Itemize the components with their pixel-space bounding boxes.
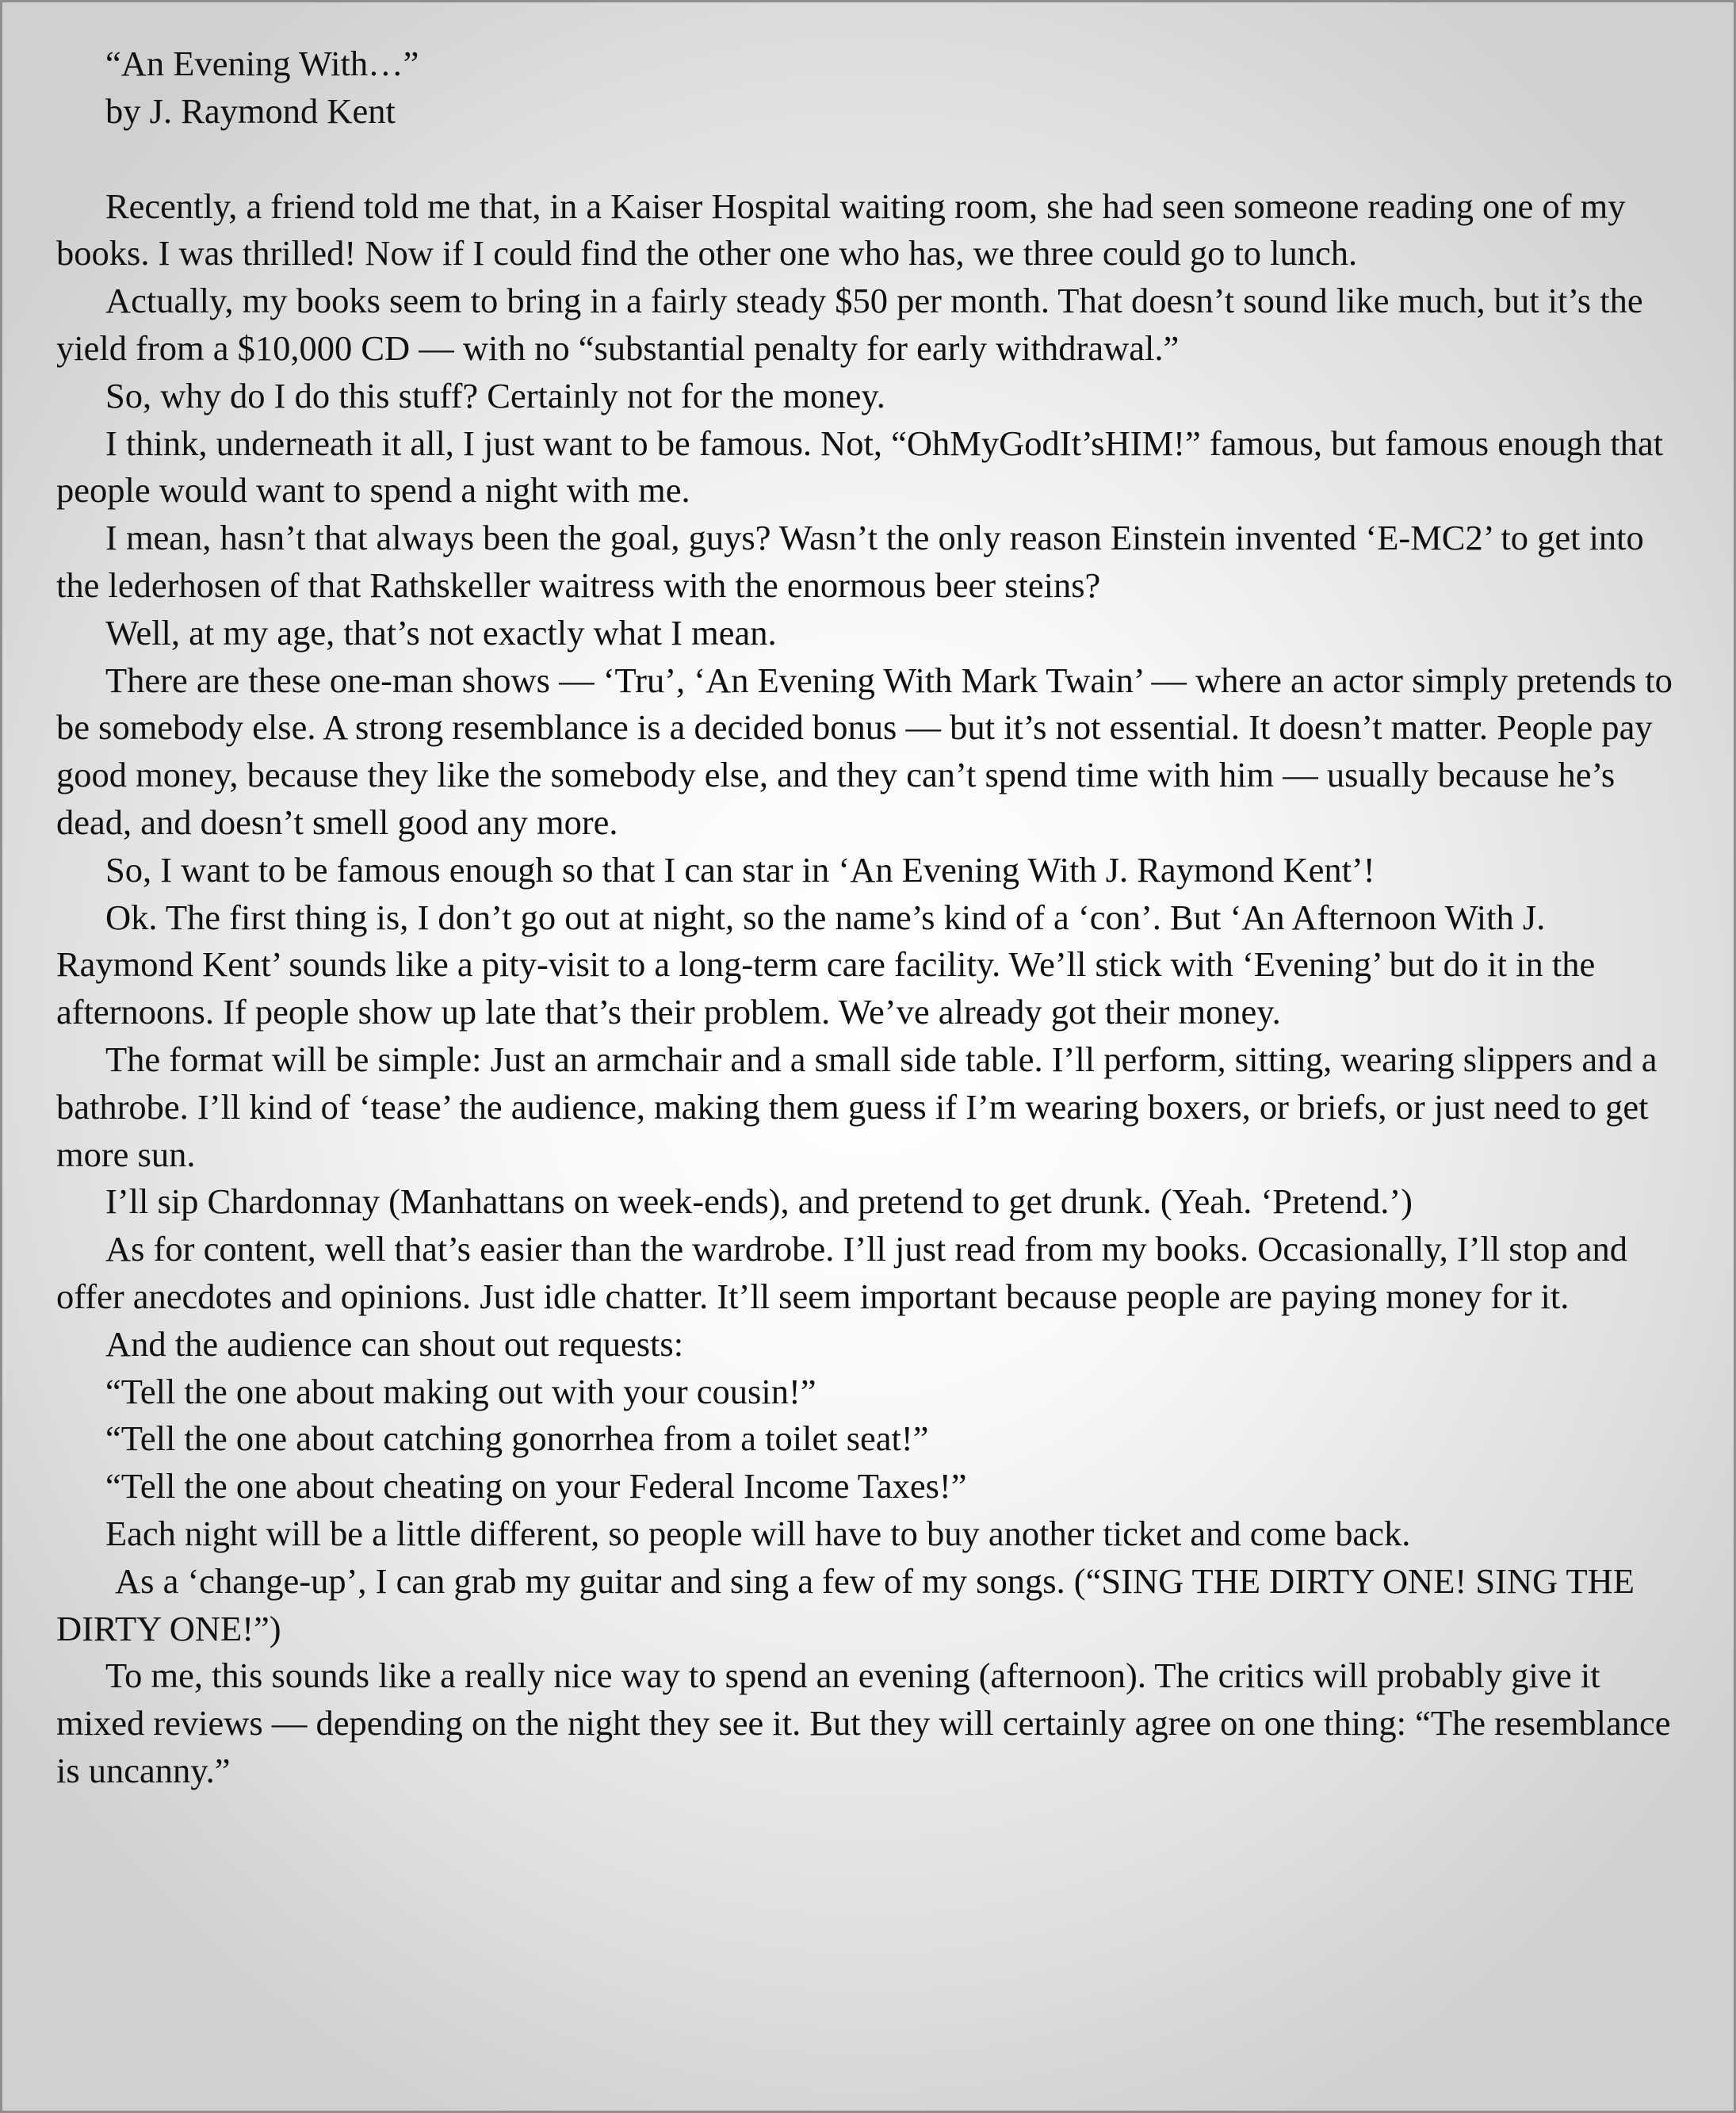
paragraph: The format will be simple: Just an armchair and a small side table. I’ll perform, sitting, wearing slippers and a bathrobe. I’ll kind of ‘tease’ the audience, making them guess if I’m wearing boxers, or briefs, or just need to get more sun. xyxy=(56,1039,1658,1174)
paragraph: “Tell the one about cheating on your Federal Income Taxes!” xyxy=(105,1466,967,1506)
paragraph: I mean, hasn’t that always been the goal, guys? Wasn’t the only reason Einstein invented ‘E-MC2’ to get into the lederhosen of that Rathskeller waitress with the enormous beer steins? xyxy=(56,518,1644,605)
paragraph: As for content, well that’s easier than the wardrobe. I’ll just read from my books. Occasionally, I’ll stop and offer anecdotes and opinions. Just idle chatter. It’ll seem important because people are paying money for it. xyxy=(56,1229,1627,1316)
paragraph: Each night will be a little different, so people will have to buy another ticket and come back. xyxy=(105,1513,1411,1553)
paragraph: Well, at my age, that’s not exactly what I mean. xyxy=(105,612,777,653)
paragraph: I think, underneath it all, I just want to be famous. Not, “OhMyGodIt’sHIM!” famous, but famous enough that people would want to spend a night with me. xyxy=(56,423,1664,511)
document-byline: by J. Raymond Kent xyxy=(105,90,396,131)
document-heading xyxy=(56,40,1689,136)
paragraph: “Tell the one about making out with your cousin!” xyxy=(105,1371,816,1411)
paragraph: Actually, my books seem to bring in a fairly steady $50 per month. That doesn’t sound like much, but it’s the yield from a $10,000 CD — with no “substantial penalty for early withdrawal.” xyxy=(56,281,1643,368)
paragraph: And the audience can shout out requests: xyxy=(105,1323,684,1364)
paragraph: To me, this sounds like a really nice way to spend an evening (afternoon). The critics will probably give it mixed reviews — depending on the night they see it. But they will certainly agree on one thing: “The resemblance is uncanny.” xyxy=(56,1656,1671,1790)
paragraph: There are these one-man shows — ‘Tru’, ‘An Evening With Mark Twain’ — where an actor simply pretends to be somebody else. A strong resemblance is a decided bonus — but it’s not essential. It doesn’t matter. People pay good money, because they like the somebody else, and they can’t spend time with him — usually because he’s dead, and doesn’t smell good any more. xyxy=(56,660,1673,842)
document-content xyxy=(56,40,1689,1795)
paragraph: I’ll sip Chardonnay (Manhattans on week-ends), and pretend to get drunk. (Yeah. ‘Pretend.’) xyxy=(105,1181,1413,1222)
paragraph: So, I want to be famous enough so that I can star in ‘An Evening With J. Raymond Kent’! xyxy=(105,849,1375,890)
document-title: “An Evening With…” xyxy=(105,44,419,83)
paragraph: So, why do I do this stuff? Certainly not for the money. xyxy=(105,375,885,415)
paragraph: Ok. The first thing is, I don’t go out at night, so the name’s kind of a ‘con’. But ‘An Afternoon With J. Raymond Kent’ sounds like a pity-visit to a long-term care facility. We’ll stick with ‘Evening’ but do it in the afternoons. If people show up late that’s their problem. We’ve already got their money. xyxy=(56,897,1596,1032)
document-body xyxy=(56,183,1689,1795)
paragraph: As a ‘change-up’, I can grab my guitar and sing a few of my songs. (“SING THE DIRTY ONE! SING THE DIRTY ONE!”) xyxy=(56,1560,1635,1648)
paragraph: “Tell the one about catching gonorrhea from a toilet seat!” xyxy=(105,1418,929,1459)
paragraph: Recently, a friend told me that, in a Kaiser Hospital waiting room, she had seen someone reading one of my books. I was thrilled! Now if I could find the other one who has, we three could go to lunch. xyxy=(56,186,1626,274)
